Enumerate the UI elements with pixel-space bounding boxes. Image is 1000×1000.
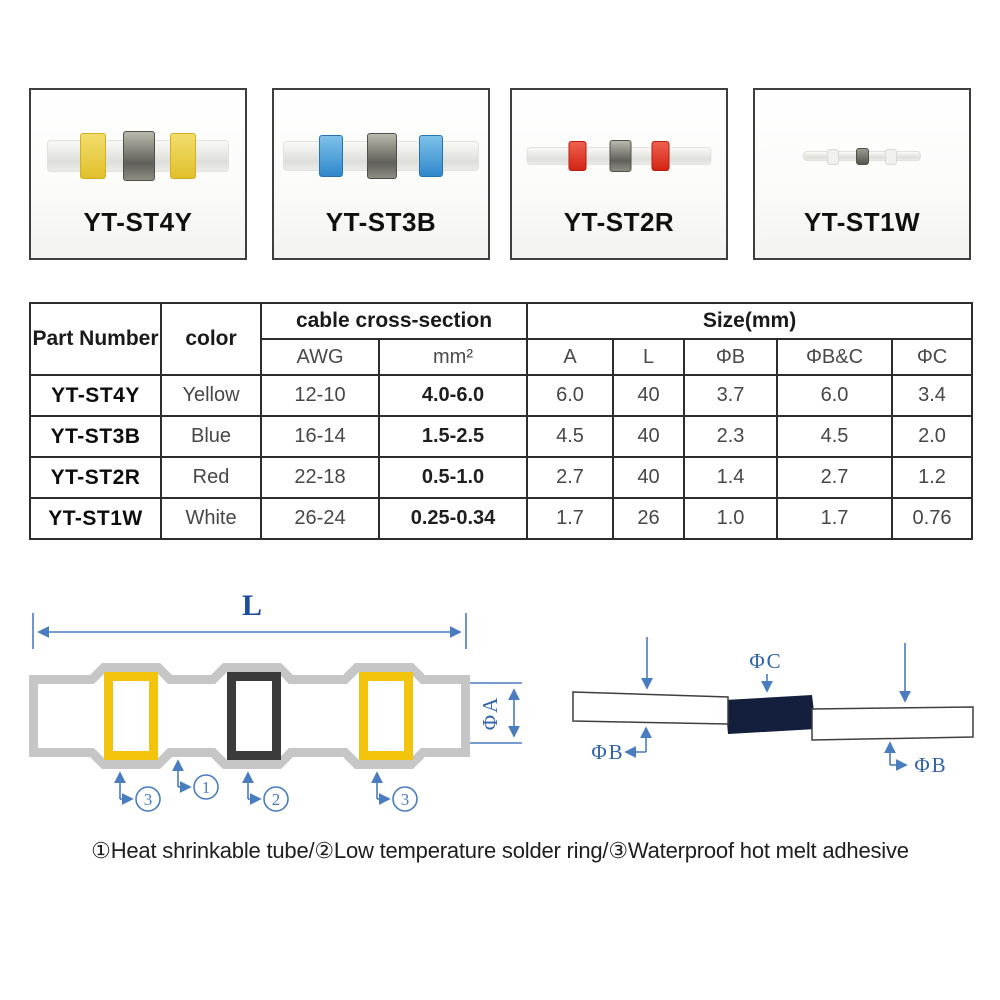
cell-phi-c: 2.0 [892, 416, 972, 457]
callout-3-number: 3 [400, 790, 410, 809]
cell-phi-b: 2.3 [684, 416, 777, 457]
cell-l: 40 [613, 457, 684, 498]
cell-phi-c: 1.2 [892, 457, 972, 498]
cell-a: 6.0 [527, 375, 613, 416]
solder-ring [123, 131, 155, 181]
cell-phi-b: 1.4 [684, 457, 777, 498]
table-row [30, 457, 972, 498]
adhesive-band [569, 141, 587, 171]
cell-phi-b: 3.7 [684, 375, 777, 416]
col-header-size-mm: Size(mm) [527, 303, 972, 339]
phi-c-label: ΦC [749, 649, 783, 673]
col-header-mm2: mm² [379, 339, 527, 375]
adhesive-band [319, 135, 343, 177]
adhesive-band [170, 133, 196, 179]
solder-joint [725, 695, 816, 734]
spec-table [29, 302, 973, 540]
cell-mm2: 0.25-0.34 [379, 498, 527, 539]
adhesive-band [827, 149, 839, 165]
adhesive-band [652, 141, 670, 171]
connector-photo-white [803, 151, 921, 161]
col-header-phi-b: ΦB [684, 339, 777, 375]
wire-right [812, 707, 973, 740]
table-row [30, 498, 972, 539]
cell-a: 4.5 [527, 416, 613, 457]
cell-l: 40 [613, 375, 684, 416]
cell-color: Yellow [161, 375, 261, 416]
splice-diameter-diagram [560, 595, 1000, 825]
cell-part: YT-ST4Y [30, 375, 161, 416]
phi-a-label: ΦA [478, 695, 502, 731]
callout-3-number: 3 [143, 790, 153, 809]
solder-ring [856, 148, 869, 165]
cell-phi-c: 3.4 [892, 375, 972, 416]
callout-2-number: 2 [271, 790, 281, 809]
product-card-yt-st3b [272, 88, 490, 260]
cell-a: 2.7 [527, 457, 613, 498]
adhesive-band [419, 135, 443, 177]
phi-b-left-label: ΦB [591, 740, 625, 764]
connector-photo-blue [283, 141, 479, 171]
table-row [30, 416, 972, 457]
product-label: YT-ST4Y [83, 207, 193, 237]
tube-interior [38, 672, 461, 760]
phi-b-right-label: ΦB [914, 753, 948, 777]
cell-awg: 22-18 [261, 457, 379, 498]
col-header-phi-bc: ΦB&C [777, 339, 892, 375]
cell-phi-bc: 2.7 [777, 457, 892, 498]
cell-l: 26 [613, 498, 684, 539]
cell-mm2: 4.0-6.0 [379, 375, 527, 416]
col-header-cable-cross-section: cable cross-section [261, 303, 527, 339]
connector-photo-yellow [47, 140, 229, 172]
cell-phi-bc: 1.7 [777, 498, 892, 539]
col-header-a: A [527, 339, 613, 375]
callout-1-number: 1 [201, 778, 211, 797]
cell-awg: 12-10 [261, 375, 379, 416]
col-header-phi-c: ΦC [892, 339, 972, 375]
cell-color: White [161, 498, 261, 539]
product-label: YT-ST1W [803, 207, 921, 237]
adhesive-band [80, 133, 106, 179]
length-dimension-label: L [241, 589, 263, 622]
cell-color: Blue [161, 416, 261, 457]
cell-phi-c: 0.76 [892, 498, 972, 539]
product-card-yt-st1w [753, 88, 971, 260]
adhesive-band [885, 149, 897, 165]
cell-phi-bc: 6.0 [777, 375, 892, 416]
wire-left [573, 692, 728, 724]
cell-color: Red [161, 457, 261, 498]
solder-ring [367, 133, 397, 179]
cell-phi-bc: 4.5 [777, 416, 892, 457]
product-label: YT-ST3B [325, 207, 437, 237]
connector-photo-red [527, 147, 712, 165]
cell-a: 1.7 [527, 498, 613, 539]
product-label: YT-ST2R [563, 207, 675, 237]
cell-part: YT-ST3B [30, 416, 161, 457]
cell-awg: 16-14 [261, 416, 379, 457]
cell-mm2: 0.5-1.0 [379, 457, 527, 498]
cell-awg: 26-24 [261, 498, 379, 539]
product-card-yt-st4y [29, 88, 247, 260]
cell-part: YT-ST1W [30, 498, 161, 539]
col-header-part-number: Part Number [30, 303, 161, 375]
col-header-l: L [613, 339, 684, 375]
solder-ring [609, 140, 631, 172]
connector-cross-section-diagram [20, 585, 540, 825]
cell-l: 40 [613, 416, 684, 457]
cell-mm2: 1.5-2.5 [379, 416, 527, 457]
cell-phi-b: 1.0 [684, 498, 777, 539]
product-card-yt-st2r [510, 88, 728, 260]
legend-caption: ①Heat shrinkable tube/②Low temperature solder ring/③Waterproof hot melt adhesive [91, 838, 909, 863]
cell-part: YT-ST2R [30, 457, 161, 498]
col-header-awg: AWG [261, 339, 379, 375]
col-header-color: color [161, 303, 261, 375]
table-row [30, 375, 972, 416]
